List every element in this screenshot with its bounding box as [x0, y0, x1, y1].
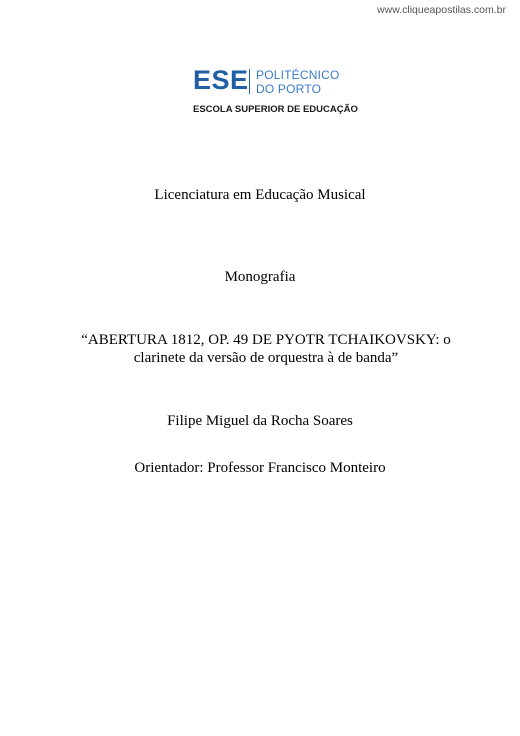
- logo-mark: ESE: [193, 65, 249, 95]
- logo-name-line2: DO PORTO: [256, 82, 322, 96]
- watermark-url: www.cliqueapostilas.com.br: [377, 4, 506, 16]
- logo-school-name: ESCOLA SUPERIOR DE EDUCAÇÃO: [193, 104, 358, 115]
- advisor-name: Orientador: Professor Francisco Monteiro: [134, 460, 386, 476]
- logo-name-line1: POLITÉCNICO: [256, 68, 340, 82]
- title-line-1: “ABERTURA 1812, OP. 49 DE PYOTR TCHAIKOVSKY: o: [81, 332, 451, 348]
- logo-institution-name: [256, 68, 340, 96]
- author-name: Filipe Miguel da Rocha Soares: [167, 413, 353, 429]
- institution-logo: [193, 65, 358, 118]
- degree-name: Licenciatura em Educação Musical: [154, 187, 366, 203]
- logo-divider: [249, 69, 250, 94]
- document-type: Monografia: [224, 269, 296, 285]
- title-line-2: clarinete da versão de orquestra à de banda”: [133, 350, 399, 366]
- document-title: [80, 331, 452, 367]
